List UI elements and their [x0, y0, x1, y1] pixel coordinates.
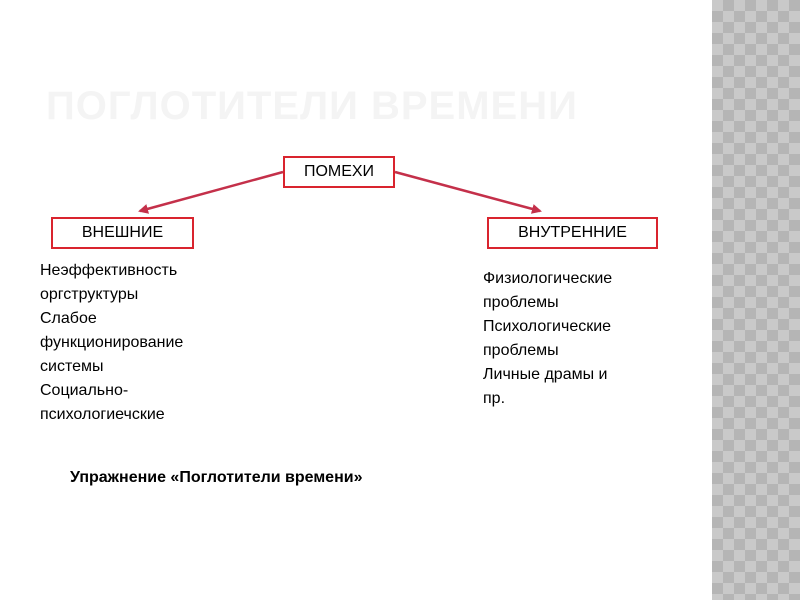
arrow-to-external [140, 172, 283, 211]
internal-list-item: пр. [483, 390, 506, 407]
external-list-item: психологиечские [40, 406, 165, 423]
external-list-item: функционирование [40, 334, 184, 351]
exercise-caption: Упражнение «Поглотители времени» [70, 469, 363, 486]
internal-box: ВНУТРЕННИЕ [487, 217, 658, 249]
internal-list-item: Психологические [483, 318, 612, 335]
external-list-item: оргструктуры [40, 286, 139, 303]
slide-title: ПОГЛОТИТЕЛИ ВРЕМЕНИ [46, 84, 578, 128]
interference-box: ПОМЕХИ [283, 156, 395, 188]
external-box: ВНЕШНИЕ [51, 217, 194, 249]
internal-list-item: Физиологические [483, 270, 613, 287]
external-list [40, 259, 240, 427]
internal-list-item: Личные драмы и [483, 366, 608, 383]
decorative-side-strip [712, 0, 800, 600]
external-list-item: Слабое [40, 310, 97, 327]
internal-list-item: проблемы [483, 294, 559, 311]
internal-list-item: проблемы [483, 342, 559, 359]
external-list-item: Неэффективность [40, 262, 178, 279]
external-list-item: Социально- [40, 382, 129, 399]
internal-list [483, 267, 663, 411]
arrow-to-internal [395, 172, 540, 211]
external-list-item: системы [40, 358, 104, 375]
